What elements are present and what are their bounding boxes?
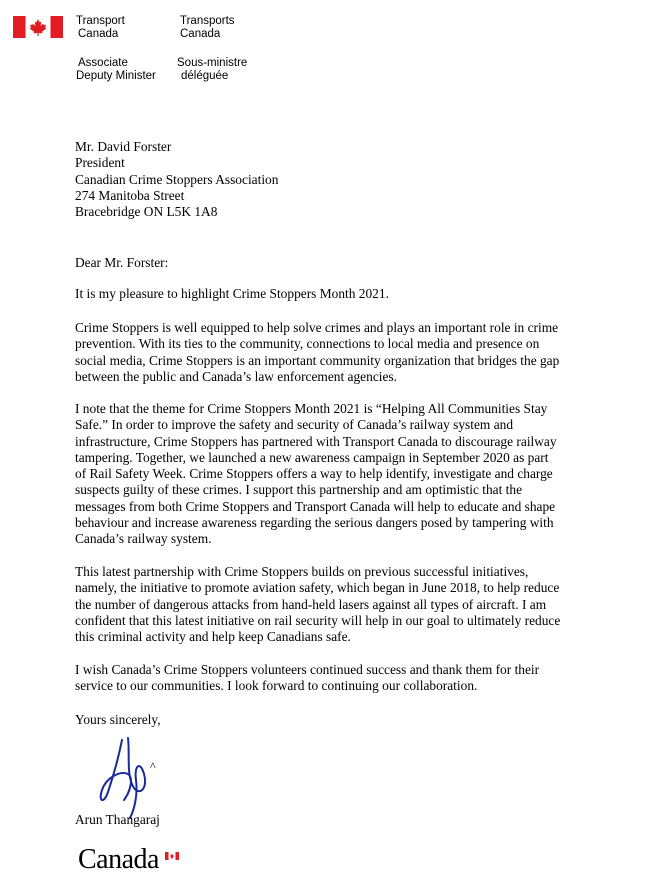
paragraph-3: [75, 401, 595, 548]
address-line: 274 Manitoba Street: [75, 187, 185, 203]
text-line: prevention. With its ties to the community, connections to local media and presence on: [75, 336, 540, 352]
address-line: Mr. David Forster: [75, 139, 172, 154]
canada-flag-icon: [13, 16, 63, 38]
salutation: Dear Mr. Forster:: [75, 255, 169, 270]
dept-en-line2: Canada: [78, 28, 119, 40]
signer-name: Arun Thangaraj: [75, 812, 160, 827]
dept-fr-line2: Canada: [180, 28, 221, 40]
paragraph-4: [75, 564, 595, 645]
department-name-fr: [180, 15, 235, 41]
address-line: Canadian Crime Stoppers Association: [75, 171, 279, 187]
paragraph-5: [75, 662, 595, 695]
recipient-address: [75, 139, 595, 220]
text-line: I note that the theme for Crime Stoppers Month 2021 is “Helping All Communities Stay: [75, 401, 548, 416]
title-en-line2: Deputy Minister: [76, 70, 156, 82]
title-fr-line1: Sous-ministre: [177, 57, 248, 69]
text-line: between the public and Canada’s law enforcement agencies.: [75, 368, 397, 384]
text-line: suspects guilty of these crimes. I support this partnership and am optimistic that the: [75, 482, 523, 498]
wordmark-flag-icon: [165, 852, 179, 860]
text-line: This latest partnership with Crime Stoppers builds on previous successful initiatives,: [75, 564, 529, 579]
title-fr: [177, 57, 247, 83]
paragraph-2: [75, 320, 595, 385]
dept-fr-line1: Transports: [180, 15, 235, 27]
text-line: the number of dangerous attacks from hand-held lasers against all types of aircraft. I am: [75, 596, 547, 612]
text-line: Canada’s railway system.: [75, 531, 212, 547]
text-line: Crime Stoppers is well equipped to help solve crimes and plays an important role in crime: [75, 320, 559, 335]
address-line: Bracebridge ON L5K 1A8: [75, 204, 218, 220]
department-name-en: [76, 15, 125, 41]
text-line: confident that this latest initiative on rail security will help in our goal to ultimately reduce: [75, 612, 561, 628]
caret-mark: ^: [150, 759, 156, 773]
handwritten-signature: [90, 730, 170, 820]
text-line: tampering. Together, we launched a new awareness campaign in September 2020 as part: [75, 449, 549, 465]
text-line: of Rail Safety Week. Crime Stoppers offers a way to help identify, investigate and charge: [75, 466, 553, 482]
paragraph-1: [75, 286, 595, 302]
dept-en-line1: Transport: [76, 15, 125, 27]
text-line: Safe.” In order to improve the safety and security of Canada’s railway system and: [75, 417, 514, 433]
title-en-line1: Associate: [78, 57, 128, 69]
title-en: [76, 57, 156, 83]
closing: Yours sincerely,: [75, 712, 161, 727]
text-line: social media, Crime Stoppers is an important community organization that bridges the gap: [75, 352, 560, 368]
canada-wordmark: Canada: [78, 844, 159, 875]
text-line: service to our communities. I look forward to continuing our collaboration.: [75, 678, 478, 694]
text-line: I wish Canada’s Crime Stoppers volunteers continued success and thank them for their: [75, 662, 540, 677]
text-line: infrastructure, Crime Stoppers has partnered with Transport Canada to discourage railway: [75, 433, 557, 449]
address-line: President: [75, 155, 125, 171]
title-fr-line2: déléguée: [181, 70, 229, 82]
text-line: this criminal activity and help keep Canadians safe.: [75, 629, 351, 645]
text-line: It is my pleasure to highlight Crime Stoppers Month 2021.: [75, 286, 389, 301]
text-line: messages from both Crime Stoppers and Transport Canada will help to educate and shape: [75, 498, 556, 514]
text-line: behaviour and increase awareness regarding the serious dangers posed by tampering with: [75, 515, 554, 531]
text-line: namely, the initiative to promote aviation safety, which began in June 2018, to help reduce: [75, 580, 560, 596]
